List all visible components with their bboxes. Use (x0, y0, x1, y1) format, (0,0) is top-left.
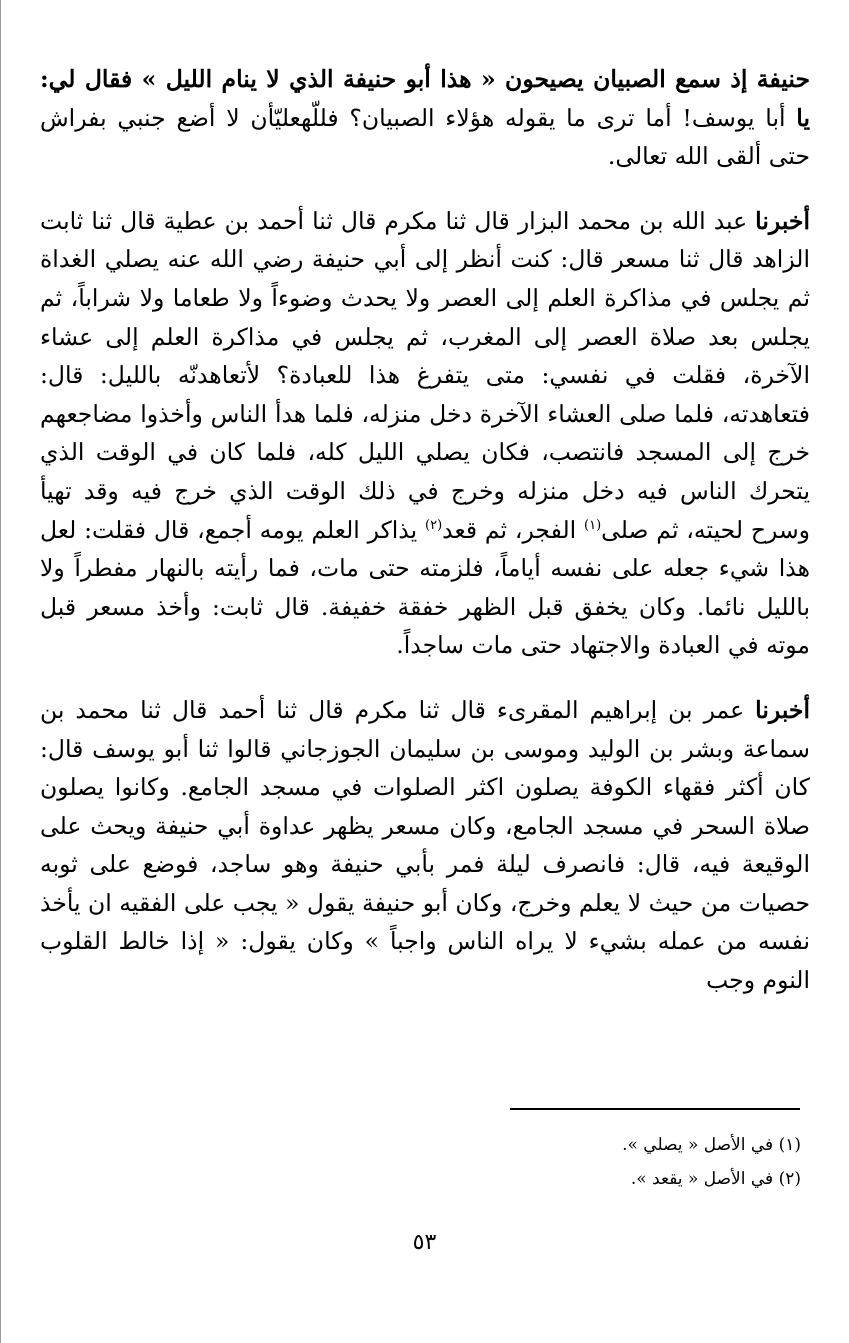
page-edge-line (0, 0, 1, 1343)
footnotes (301, 1128, 801, 1196)
footnote-marker: (١) (584, 517, 602, 533)
text-segment: عبد الله بن محمد البزار قال ثنا مكرم قال ثنا أحمد بن عطية قال ثنا ثابت الزاهد قال ثنا مسعر قال: كنت أنظر إلى أبي حنيفة رضي الله عنه يصلي الغداة ثم يجلس في مذاكرة العلم إلى العصر ولا يحدث وضوءاً ولا طعاما ولا شراباً، ثم يجلس بعد صلاة العصر إلى المغرب، ثم يجلس في مذاكرة العلم إلى عشاء الآخرة، فقلت في نفسي: متى يتفرغ هذا للعبادة؟ لأتعاهدنّه بالليل: قال: فتعاهدته، فلما صلى العشاء الآخرة دخل منزله، فلما هدأ الناس وأخذوا مضاجعهم خرج إلى المسجد فانتصب، فكان يصلي الليل كله، فلما كان في الوقت الذي يتحرك الناس فيه دخل منزله وخرج في ذلك الوقت الذي خرج فيه وقد تهيأ وسرح لحيته، ثم صلى (40, 206, 811, 544)
paragraph-3 (40, 691, 810, 1000)
text-segment: عمر بن إبراهيم المقرىء قال ثنا مكرم قال ثنا أحمد قال ثنا محمد بن سماعة وبشر بن الوليد وموسى بن سليمان الجوزجاني قالوا ثنا أبو يوسف قال: كان أكثر فقهاء الكوفة يصلون اكثر الصلوات في مسجد الجامع. وكانوا يصلون صلاة السحر في مسجد الجامع، وكان مسعر يظهر عداوة أبي حنيفة ويحث على الوقيعة فيه، قال: فانصرف ليلة فمر بأبي حنيفة وهو ساجد، فوضع على ثوبه حصيات من حيث لا يعلم وخرج، وكان أبو حنيفة يقول « يجب على الفقيه ان يأخذ نفسه من عمله بشيء لا يراه الناس واجباً » وكان يقول: « إذا خالط القلوب النوم وجب (40, 695, 810, 995)
page-number: ٥٣ (412, 1230, 437, 1255)
main-text (40, 60, 810, 1000)
paragraph-2 (40, 202, 810, 665)
footnote-2: (٢) في الأصل « يقعد ». (630, 1169, 801, 1189)
text-segment: أبا يوسف! أما ترى ما يقوله هؤلاء الصبيان؟ فللّهعليّأن لا أضع جنبي بفراش حتى ألقى الله تعالى. (40, 103, 810, 171)
footnote-separator (510, 1108, 800, 1110)
text-segment: يذاكر العلم يومه أجمع، قال فقلت: لعل هذا شيء جعله على نفسه أياماً، فلزمته حتى مات، فما رأيته بالنهار مفطراً ولا بالليل نائما. وكان يخفق قبل الظهر خفقة خفيفة. قال ثابت: وأخذ مسعر قبل موته في العبادة والاجتهاد حتى مات ساجداً. (40, 515, 810, 660)
footnote-1: (١) في الأصل « يصلي ». (622, 1135, 801, 1155)
paragraph-1 (40, 60, 810, 176)
text-segment: حنيفة إذ سمع الصبيان يصيحون « هذا أبو حنيفة الذي لا ينام الليل » فقال لي: يا (40, 65, 810, 132)
paragraph-lead-word: أخبرنا (755, 695, 810, 724)
footnote-marker: (٢) (425, 517, 443, 533)
text-segment: الفجر، ثم قعد (442, 515, 585, 544)
paragraph-lead-word: أخبرنا (755, 206, 810, 235)
